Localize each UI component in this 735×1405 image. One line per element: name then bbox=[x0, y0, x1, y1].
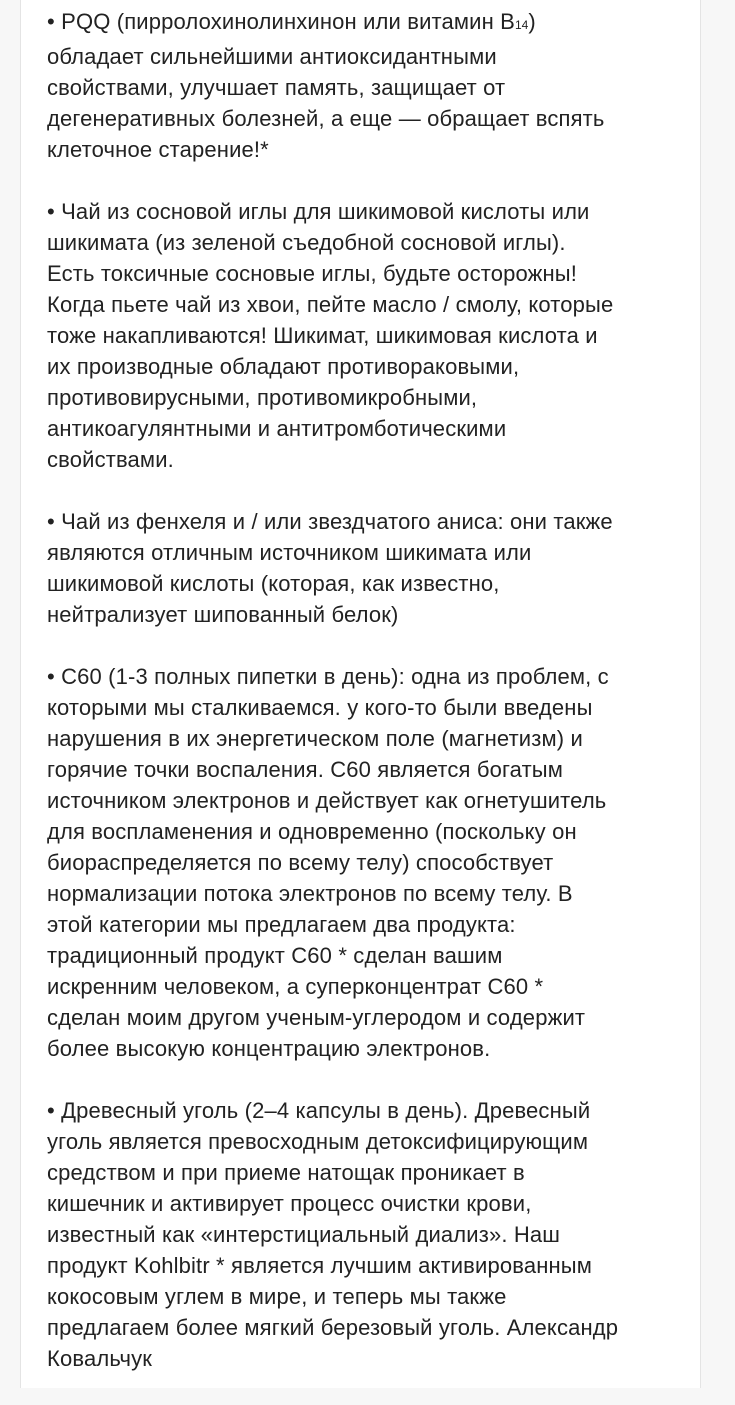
paragraph-fennel-anise-tea: • Чай из фенхеля и / или звездчатого аниса: они также являются отличным источником шикимата или шикимовой кислоты (которая, как известно, нейтрализует шипованный белок) bbox=[47, 509, 613, 627]
paragraph-pine-needle-tea: • Чай из сосновой иглы для шикимовой кислоты или шикимата (из зеленой съедобной сосновой иглы). Есть токсичные сосновые иглы, будьте осторожны! Когда пьете чай из хвои, пейте масло / смолу, которые тоже накапливаются! Шикимат, шикимовая кислота и их производные обладают противораковыми, противовирусными, противомикробными, антикоагулянтными и антитромботическими свойствами. bbox=[47, 199, 614, 472]
post-card bbox=[20, 0, 701, 1388]
paragraph-charcoal: • Древесный уголь (2–4 капсулы в день). Древесный уголь является превосходным детоксифицирующим средством и при приеме натощак проникает в кишечник и активирует процесс очистки крови, известный как «интерстициальный диализ». Наш продукт Kohlbitr * является лучшим активированным кокосовым углем в мире, и теперь мы также предлагаем более мягкий березовый уголь. Александр Ковальчук bbox=[47, 1098, 619, 1371]
paragraph-c60: • C60 (1-3 полных пипетки в день): одна из проблем, с которыми мы сталкиваемся. у кого-то были введены нарушения в их энергетическом поле (магнетизм) и горячие точки воспаления. C60 является богатым источником электронов и действует как огнетушитель для воспламенения и одновременно (поскольку он биораспределяется по всему телу) способствует нормализации потока электронов по всему телу. В этой категории мы предлагаем два продукта: традиционный продукт C60 * сделан вашим искренним человеком, а суперконцентрат C60 * сделан моим другом ученым-углеродом и содержит более высокую концентрацию электронов. bbox=[47, 664, 609, 1061]
pqq-lead-text: • PQQ (пирролохинолинхинон или витамин B bbox=[47, 9, 515, 34]
pqq-rest-text: ) обладает сильнейшими антиоксидантными свойствами, улучшает память, защищает от дегенеративных болезней, а еще — обращает вспять клеточное старение!* bbox=[47, 9, 605, 162]
vitamin-subscript: 14 bbox=[514, 18, 529, 32]
post-text bbox=[47, 6, 697, 1405]
paragraph-pqq bbox=[47, 6, 697, 165]
